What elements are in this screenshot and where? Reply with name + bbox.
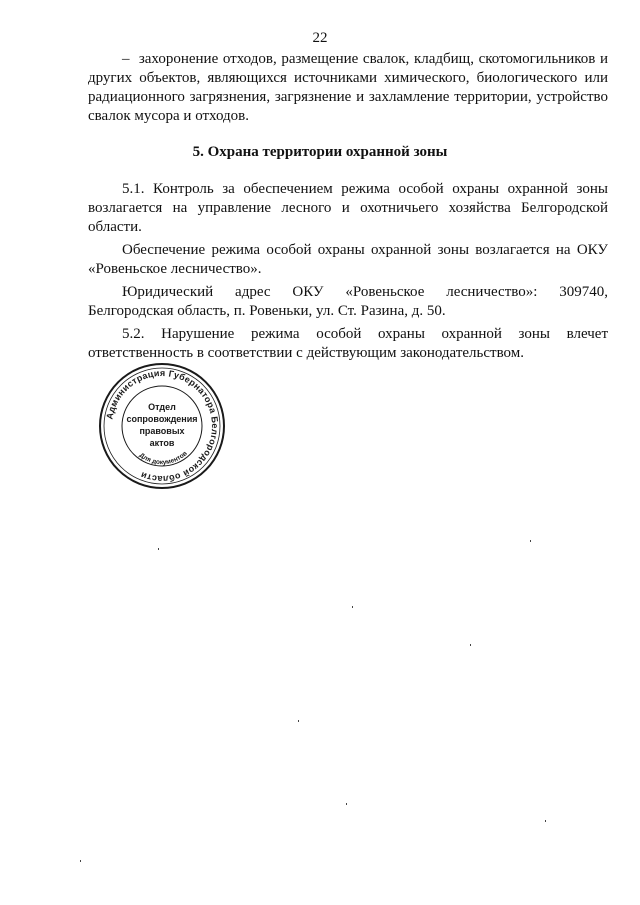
stamp-line-1: Отдел xyxy=(148,402,176,412)
official-stamp xyxy=(98,362,226,490)
scan-speck xyxy=(530,540,531,542)
scan-speck xyxy=(470,644,471,646)
stamp-bottom-text: Для документов xyxy=(137,450,189,467)
paragraph-responsibility: Обеспечение режима особой охраны охранной зоны возлагается на ОКУ «Ровеньское лесничество». xyxy=(88,242,608,277)
svg-text:Для документов xyxy=(138,450,189,466)
paragraph-address xyxy=(88,283,608,321)
scan-speck xyxy=(298,720,299,722)
scan-speck xyxy=(545,820,546,822)
stamp-line-2: сопровождения xyxy=(126,414,198,424)
stamp-seal-icon xyxy=(98,362,226,490)
address-line-1: Юридический адрес ОКУ «Ровеньское лесничество»: 309740, xyxy=(122,284,608,300)
paragraph-5-2: 5.2. Нарушение режима особой охраны охранной зоны влечет ответственность в соответствии с действующим законодательством. xyxy=(88,326,608,361)
page-number: 22 xyxy=(312,30,328,46)
bullet-dash: – xyxy=(122,51,130,67)
scan-speck xyxy=(80,860,81,862)
paragraph-5-1: 5.1. Контроль за обеспечением режима особой охраны охранной зоны возлагается на управление лесного и охотничьего хозяйства Белгородской области. xyxy=(88,181,608,235)
address-line-2: Белгородская область, п. Ровеньки, ул. Ст. Разина, д. 50. xyxy=(88,303,446,319)
bullet-text: захоронение отходов, размещение свалок, кладбищ, скотомогильников и других объектов, являющихся источниками химического, биологического или радиационного загрязнения, загрязнение и захламление территории, устройство свалок мусора и отходов. xyxy=(88,51,609,124)
stamp-line-4: актов xyxy=(149,438,175,448)
stamp-line-3: правовых xyxy=(139,426,185,436)
section-heading: 5. Охрана территории охранной зоны xyxy=(192,144,448,160)
scan-speck xyxy=(158,548,159,550)
stamp-outer-text: Администрация Губернатора Белгородской области xyxy=(104,367,221,485)
scan-speck xyxy=(352,606,353,608)
scan-speck xyxy=(346,803,347,805)
section-body xyxy=(88,180,608,367)
bullet-paragraph xyxy=(88,50,608,130)
